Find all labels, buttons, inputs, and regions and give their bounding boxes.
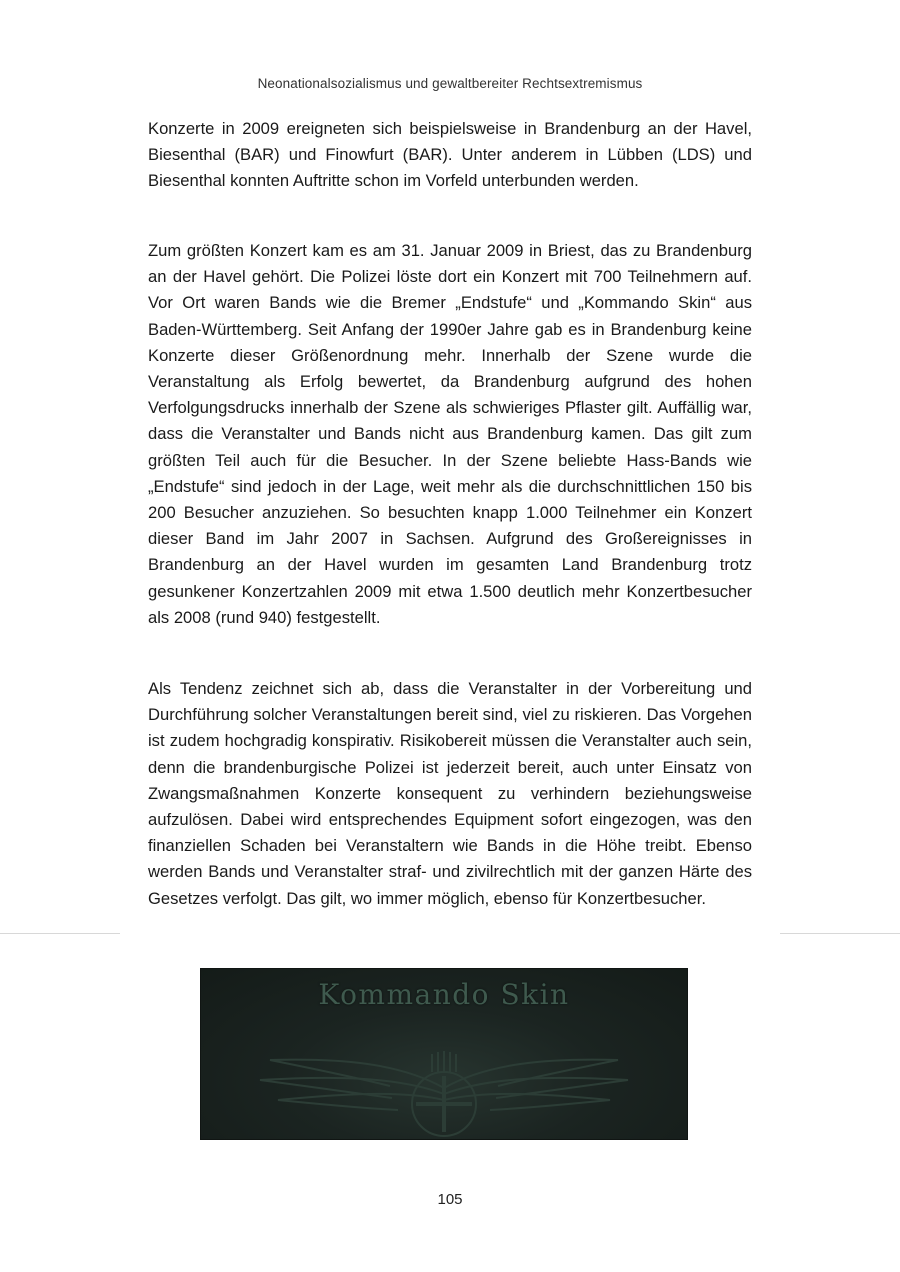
running-header: Neonationalsozialismus und gewaltbereiter Rechtsextremismus [257, 76, 643, 91]
paragraph-largest-concert: Zum größten Konzert kam es am 31. Januar 2009 in Briest, das zu Brandenburg an der Havel gehört. Die Polizei löste dort ein Konzert mit 700 Teilnehmern auf. Vor Ort waren Bands wie die Bremer „Endstufe“ und „Kommando Skin“ aus Baden-Württemberg. Seit Anfang der 1990er Jahre gab es in Brandenburg keine Konzerte dieser Größenordnung mehr. Innerhalb der Szene wurde die Veranstaltung als Erfolg bewertet, da Brandenburg aufgrund des hohen Verfolgungsdrucks innerhalb der Szene als schwieriges Pflaster gilt. Auffällig war, dass die Veranstalter und Bands nicht aus Brandenburg kamen. Das gilt zum größten Teil auch für die Besucher. In der Szene beliebte Hass-Bands wie „Endstufe“ sind jedoch in der Lage, weit mehr als die durchschnittlichen 150 bis 200 Besucher anzuziehen. So besuchten knapp 1.000 Teilnehmer ein Konzert dieser Band im Jahr 2007 in Sachsen. Aufgrund des Großereignisses in Brandenburg an der Havel wurden im gesamten Land Brandenburg trotz gesunkener Konzertzahlen 2009 mit etwa 1.500 deutlich mehr Konzertbesucher als 2008 (rund 940) festgestellt. [148, 241, 752, 627]
page-number: 105 [437, 1191, 463, 1208]
band-name-text: Kommando Skin [318, 978, 570, 1011]
band-banner-photo [200, 968, 688, 1140]
paragraph-tendency: Als Tendenz zeichnet sich ab, dass die Veranstalter in der Vorbereitung und Durchführung solcher Veranstaltungen bereit sind, viel zu riskieren. Das Vorgehen ist zudem hochgradig konspirativ. Risikobereit müssen die Veranstalter auch sein, denn die brandenburgische Polizei ist jederzeit bereit, auch unter Einsatz von Zwangsmaßnahmen Konzerte konsequent zu verhindern beziehungsweise aufzulösen. Dabei wird entsprechendes Equipment sofort eingezogen, was den finanziellen Schaden bei Veranstaltern wie Bands in die Höhe treibt. Ebenso werden Bands und Veranstalter straf- und zivilrechtlich mit der ganzen Härte des Gesetzes verfolgt. Das gilt, wo immer möglich, ebenso für Konzertbesucher. [148, 679, 752, 908]
scan-artifact-left [0, 933, 120, 934]
scan-artifact-right [780, 933, 900, 934]
paragraph-concerts-2009: Konzerte in 2009 ereigneten sich beispielsweise in Brandenburg an der Havel, Biesenthal (BAR) und Finowfurt (BAR). Unter anderem in Lübben (LDS) und Biesenthal konnten Auftritte schon im Vorfeld unterbunden werden. [148, 119, 752, 191]
